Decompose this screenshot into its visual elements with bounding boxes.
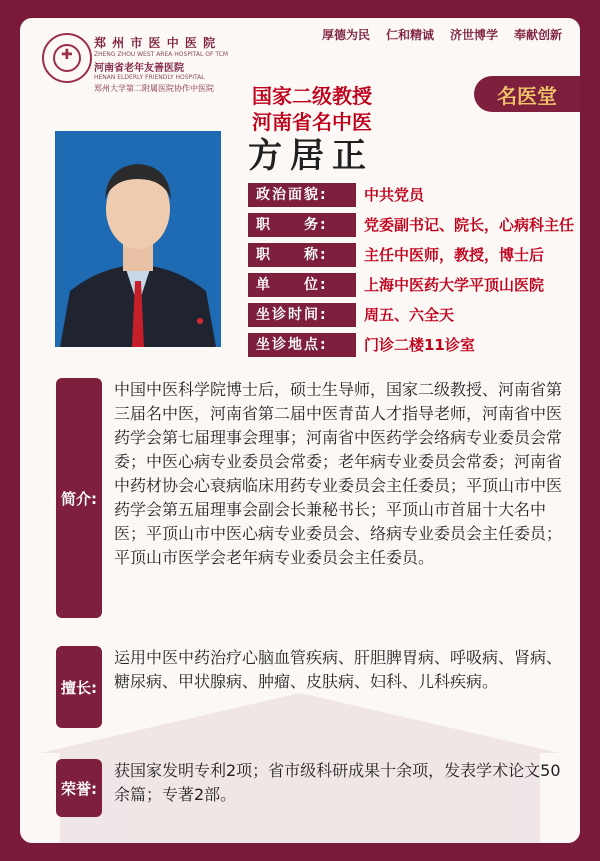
doctor-name: 方居正 bbox=[248, 136, 374, 176]
title-line: 河南省名中医 bbox=[252, 110, 372, 134]
doctor-photo bbox=[55, 131, 221, 347]
specialty-section bbox=[56, 646, 566, 728]
slogan: 仁和精诚 bbox=[385, 28, 434, 42]
slogan: 奉献创新 bbox=[513, 28, 562, 42]
org-name-en2: HENAN ELDERLY FRIENDLY HOSPITAL bbox=[94, 74, 205, 81]
slogan: 济世博学 bbox=[449, 28, 498, 42]
intro-section bbox=[56, 378, 566, 618]
hospital-logo bbox=[42, 33, 92, 83]
profile-card bbox=[20, 18, 580, 843]
field-value: 上海中医药大学平顶山医院 bbox=[364, 276, 545, 294]
slogan: 厚德为民 bbox=[321, 28, 370, 42]
org-name-cn2: 河南省老年友善医院 bbox=[94, 63, 184, 74]
specialty-label: 擅长: bbox=[56, 646, 102, 728]
hospital-name bbox=[94, 34, 228, 94]
org-name-en: ZHENG ZHOU WEST AREA HOSPITAL OF TCM bbox=[94, 51, 229, 58]
intro-label: 简介: bbox=[56, 378, 102, 618]
field-label: 单 位: bbox=[248, 273, 356, 297]
field-label: 职 称: bbox=[248, 243, 356, 267]
org-name-cn: 郑 州 市 医 中 医 院 bbox=[94, 36, 217, 50]
title-line: 国家二级教授 bbox=[252, 84, 372, 108]
field-value: 中共党员 bbox=[364, 186, 425, 204]
field-label: 坐诊地点: bbox=[248, 333, 356, 357]
honors-text: 获国家发明专利2项；省市级科研成果十余项，发表学术论文50余篇；专著2部。 bbox=[114, 761, 561, 804]
field-value: 党委副书记、院长，心病科主任 bbox=[364, 216, 575, 234]
field-value: 主任中医师，教授，博士后 bbox=[364, 246, 545, 264]
honors-label: 荣誉: bbox=[56, 759, 102, 817]
section-tag: 名医堂 bbox=[474, 76, 580, 112]
slogans bbox=[322, 26, 562, 43]
honors-section bbox=[56, 759, 566, 817]
field-value: 周五、六全天 bbox=[364, 306, 455, 324]
field-value: 门诊二楼11诊室 bbox=[364, 336, 475, 354]
field-label: 职 务: bbox=[248, 213, 356, 237]
field-label: 坐诊时间: bbox=[248, 303, 356, 327]
org-affiliation: 郑州大学第二附属医院协作中医院 bbox=[94, 84, 214, 93]
specialty-text: 运用中医中药治疗心脑血管疾病、肝胆脾胃病、呼吸病、肾病、糖尿病、甲状腺病、肿瘤、皮肤病、妇科、儿科疾病。 bbox=[114, 648, 563, 691]
field-label: 政治面貌: bbox=[248, 183, 356, 207]
intro-text: 中国中医科学院博士后，硕士生导师，国家二级教授、河南省第三届名中医，河南省第二届中医青苗人才指导老师，河南省中医药学会第七届理事会理事；河南省中医药学会络病专业委员会常委；中医心病专业委员会常委；老年病专业委员会常委；河南省中药材协会心衰病临床用药专业委员会主任委员；平顶山市中医药学会第五届理事会副会长兼秘书长；平顶山市首届十大名中医；平顶山市中医心病专业委员会、络病专业委员会主任委员；平顶山市医学会老年病专业委员会主任委员。 bbox=[114, 380, 563, 567]
